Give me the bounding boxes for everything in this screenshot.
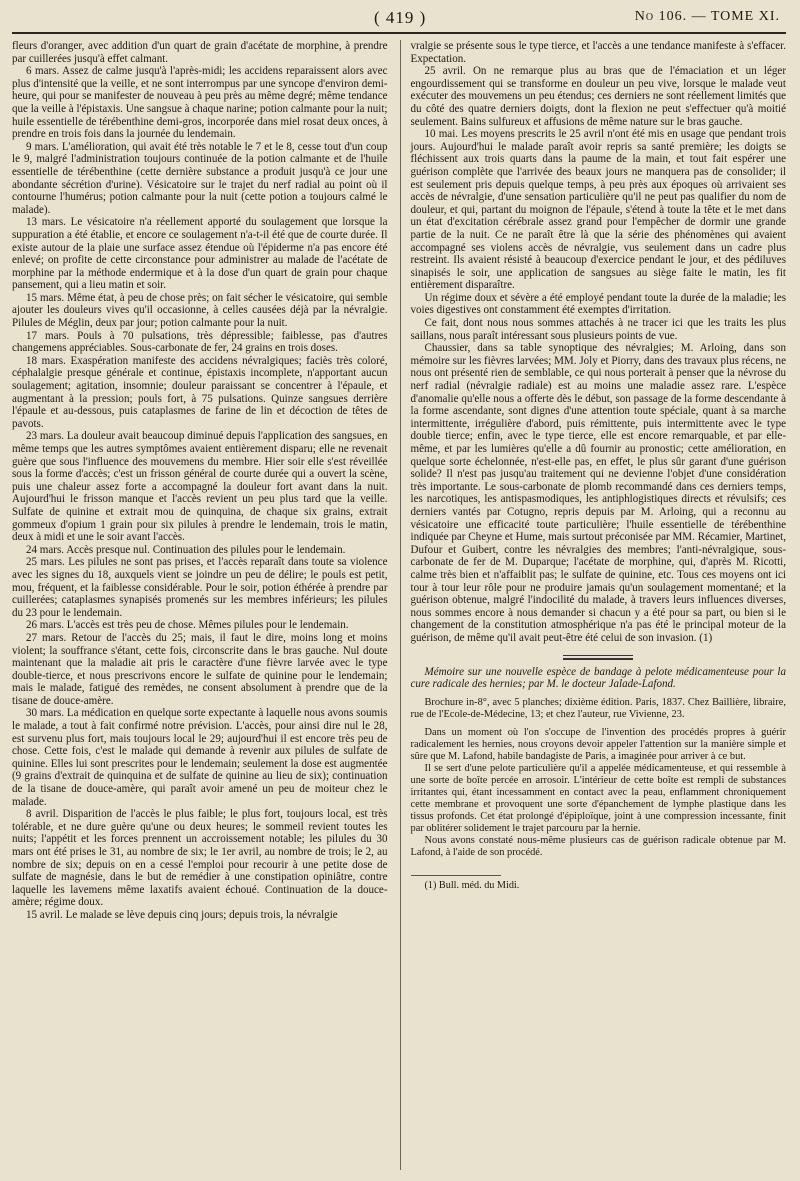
paragraph: 13 mars. Le vésicatoire n'a réellement apporté du soulagement que lorsque la suppuration a été établie, et encore ce soulagement n'a-t-il été que de courte durée. Il existe autour de la plaie une surface assez étendue où l'épiderme n'a pas encore été enlevé; on profite de cette circonstance pour administrer au malade de l'acétate de morphine par la méthode endermique et à la dose d'un quart de grain pour chaque pansement, qui a lieu matin et soir. — [12, 216, 388, 292]
paragraph: 27 mars. Retour de l'accès du 25; mais, il faut le dire, moins long et moins violent; la souffrance s'étant, cette fois, circonscrite dans le bras gauche. Nul doute maintenant que la maladie ait pris le caractère d'une fièvre larvée avec le type double-tierce, et nous prescrivons encore le sulfate de quinine pour le lendemain; mais le malade, fatigué des remèdes, ne consent absolument à prendre que de la tisane de douce-amère. — [12, 631, 388, 707]
paragraph: fleurs d'oranger, avec addition d'un quart de grain d'acétate de morphine, à prendre par cuillerées jusqu'à effet calmant. — [12, 40, 388, 65]
paragraph: 17 mars. Pouls à 70 pulsations, très dépressible; faiblesse, pas d'autres changemens appréciables. Sous-carbonate de fer, 24 grains en trois doses. — [12, 329, 388, 355]
column-divider — [400, 40, 401, 1170]
right-column — [405, 40, 787, 1170]
paragraph: Ce fait, dont nous nous sommes attachés à ne tracer ici que les traits les plus saillans, nous paraît intéressant sous plusieurs points de vue. — [410, 317, 786, 342]
paragraph: 25 avril. On ne remarque plus au bras que de l'émaciation et un léger engourdissement qui se transforme en douleur un peu vive, lorsque le malade veut exécuter des mouvemens un peu étendus; ces derniers ne sont réellement limités que du côté des quatre derniers doigts, dont la flexion ne peut s'effectuer qu'à moitié seulement. Bains sulfureux et affusions de même nature sur le bras gauche. — [410, 65, 786, 128]
footnote: (1) Bull. méd. du Midi. — [424, 879, 520, 891]
paragraph: 6 mars. Assez de calme jusqu'à l'après-midi; les accidens reparaissent alors avec plus d'intensité que la veille, et ne sont interrompus par une syncope d'environ demi-heure, qui pour se manifester de nouveau à peu près au même degré; même tendance que la veille à l'épistaxis. Une sangsue à chaque narine; potion calmante pour la nuit; huile essentielle de térébenthine demi-gros, incorporée dans miel rosat deux onces, à prendre en trois fois dans la journée du lendemain. — [12, 65, 388, 141]
paragraph: 15 mars. Même état, à peu de chose près; on fait sécher le vésicatoire, qui semble ajouter les douleurs vives qu'il occasionne, à celles causées déjà par la névralgie. Pilules de Méglin, deux par jour; potion calmante pour la nuit. — [12, 291, 388, 330]
left-column — [12, 40, 396, 1170]
paragraph: 30 mars. La médication en quelque sorte expectante à laquelle nous avons soumis le malade, a tout à fait confirmé notre prévision. L'accès, pour ainsi dire nul le 28, est survenu plus fort, mais toujours local le 29; aujourd'hui il est encore très peu de chose. Cette fois, c'est le malade qui demande à revenir aux pilules de sulfate de quinine. Elles lui sont prescrites pour le lendemain; seulement la dose est augmentée (9 grains d'extrait de quinquina et de sulfate de quinine au lieu de six); continuation de la tisane de douce-amère, qui paraît avoir amené un peu de moiteur chez le malade. — [12, 707, 388, 808]
paragraph: Dans un moment où l'on s'occupe de l'invention des procédés propres à guérir radicalement les hernies, nous croyons devoir appeler l'attention sur la manière simple et sûre que M. Lafond, habile bandagiste de Paris, a imaginée pour arriver à ce but. — [410, 726, 786, 762]
paragraph: 25 mars. Les pilules ne sont pas prises, et l'accès reparaît dans toute sa violence avec les signes du 18, auxquels vient se joindre un peu de délire; le pouls est petit, mou, fréquent, et la faiblesse considérable. Pour le soir, potion éthérée à prendre par cuillerées; cataplasmes synapisés promenés sur les membres inférieurs; les pilules du 23 pour le lendemain. — [12, 556, 388, 619]
paragraph: 9 mars. L'amélioration, qui avait été très notable le 7 et le 8, cesse tout d'un coup le 9, malgré l'administration toujours continuée de la potion calmante et de l'huile essentielle de térébenthine (cette dernière substance a produit jusqu'à ce jour une abondante sécrétion d'urine). Vésicatoire sur le trajet du nerf radial au point où il contourne l'humérus; potion calmante pour la nuit (cette potion a toujours calmé le malade). — [12, 140, 388, 216]
paragraph: 26 mars. L'accès est très peu de chose. Mêmes pilules pour le lendemain. — [26, 619, 349, 632]
paragraph: vralgie se présente sous le type tierce, et l'accès a une tendance manifeste à s'effacer. Expectation. — [410, 40, 786, 65]
issue-number: No 106. — TOME XI. — [634, 9, 780, 24]
paragraph: 23 mars. La douleur avait beaucoup diminué depuis l'application des sangsues, en même temps que les autres symptômes avaient entièrement disparu; elle ne revenait guère que sous l'influence des mouvemens du membre. Hier soir elle s'est réveillée sous la forme d'accès; c'est un frisson général de courte durée qui a ouvert la scène, puis une chaleur assez forte a accompagné la douleur fort avant dans la nuit. Aujourd'hui le frisson manque et l'accès revient un peu plus tard que la veille. Sulfate de quinine et extrait mou de quinquina, de chaque six grains, extrait gommeux d'opium 1 grain pour six pilules à prendre le lendemain, trois le matin, deux à midi et une le soir avant l'accès. — [12, 430, 388, 544]
paragraph: Un régime doux et sévère a été employé pendant toute la durée de la maladie; les voies digestives ont constamment été exemptes d'irritation. — [410, 291, 786, 317]
paragraph: 15 avril. Le malade se lève depuis cinq jours; depuis trois, la névralgie — [26, 908, 338, 921]
paragraph: 8 avril. Disparition de l'accès le plus faible; le plus fort, toujours local, est très tolérable, et ne dure guère qu'une ou deux heures; le sommeil revient toutes les nuits; l'appétit et les forces prennent un accroissement notable; les pilules du 30 mars ont été prises le 31, au nombre de six; le 1er avril, au nombre de trois; le 2, au nombre de six; depuis on en a cessé l'emploi pour recourir à une petite dose de sulfate de magnésie, dans le but de remédier à une constipation opiniâtre, contre laquelle les lavemens même laxatifs avaient échoué. Continuation de la douce-amère; régime doux. — [12, 808, 388, 909]
paragraph: Il se sert d'une pelote particulière qu'il a appelée médicamenteuse, et qui ressemble à une sorte de boîte percée en arrosoir. L'intérieur de cette boîte est rempli de substances irritantes qui, étant incessamment en contact avec la peau, enflamment chroniquement cette membrane et provoquent une sorte d'épanchement de lymphe plastique dans les tissus profonds. Cet état prolongé d'épiploïque, joint à une compression incessante, finit par oblitérer solidement le trajet parcouru par la hernie. — [410, 762, 786, 834]
memoir-bibliography: Brochure in-8°, avec 5 planches; dixième édition. Paris, 1837. Chez Baillière, libraire, rue de l'Ecole-de-Médecine, 13; et chez l'auteur, rue Vivienne, 23. — [410, 696, 786, 720]
memoir-title: Mémoire sur une nouvelle espèce de bandage à pelote médicamenteuse pour la cure radicale des hernies; par M. le docteur Jalade-Lafond. — [410, 665, 786, 691]
page-number: ( 419 ) — [374, 8, 427, 27]
paragraph: Nous avons constaté nous-même plusieurs cas de guérison radicale obtenue par M. Lafond, à l'aide de son procédé. — [410, 834, 786, 858]
text-columns — [12, 40, 786, 1170]
page-header — [12, 6, 786, 34]
section-separator — [563, 655, 633, 660]
paragraph: 18 mars. Exaspération manifeste des accidens névralgiques; faciès très coloré, céphalalgie presque générale et continue, épistaxis incomplete, n'apportant aucun soulagement; agitation, insomnie; douleur paraissant se concentrer à l'épaule, et augmentant à la pression; pouls fort, à 75 pulsations. Quinze sangsues derrière l'épaule et au-dessous, puis cataplasmes de farine de lin et décoction de têtes de pavots. — [12, 354, 388, 430]
paragraph: Chaussier, dans sa table synoptique des névralgies; M. Arloing, dans son mémoire sur les fièvres larvées; MM. Joly et Piorry, dans des travaux plus récens, ne nous ont présenté rien de semblable, ce qui nous porterait à penser que la névrose du nerf radial (névralgie radiale) est au moins une maladie assez rare. L'espèce d'anomalie qu'elle nous a offerte dès le début, son passage de la forme descendante à la forme ascendante, sont dignes d'une attention toute spéciale, quant à sa marche intermittente, irrégulière d'abord, puis rémittente, puis intermittente avec le type double tierce; enfin, avec le type tierce, elle est encore remarquable, et par elle-même, et par les lumières qu'elle a dû fournir au pronostic; cette amélioration, en quelque sorte échelonnée, n'est-elle pas, en effet, le plus sûr garant d'une guérison solide? Il n'est pas jusqu'au traitement qui ne devienne l'objet d'une considération très importante. Le sous-carbonate de plomb recommandé dans ces derniers temps, les narcotiques, les antispasmodiques, les antiphlogistiques directs et révulsifs; ces derniers vantés par Cotugno, repris depuis par M. Arloing, qui a reconnu au vésicatoire une efficacité toute particulière; l'huile essentielle de térébenthine indiquée par Cheyne et Hume, mais surtout préconisée par MM. Récamier, Martinet, Dufour et Guibert, contre les névralgies des membres; l'anti-névralgique, sous-carbonate de fer de M. Duparque; l'acétate de morphine, qui, d'après M. Ricotti, calme très bien et n'affaiblit pas; le sulfate de quinine, etc. Tous ces moyens ont ici tour à tour leur rôle pour ne produire jamais qu'un soulagement momentané; et la guérison obtenue, malgré l'indocilité du malade, à travers leurs influences diverses, nous sommes encore à nous demander si chacun y a été pour sa part, ou bien si le changement de la constitution atmosphérique n'a pas été le principal moteur de la guérison, de même qu'il avait peut-être été celui de son invasion. (1) — [410, 342, 786, 644]
paragraph: 10 mai. Les moyens prescrits le 25 avril n'ont été mis en usage que pendant trois jours. Aujourd'hui le malade paraît avoir repris sa santé première; les doigts se fléchissent aux trois quarts dans la paume de la main, et tout fait espérer une guérison complète que l'arrivée des beaux jours ne manquera pas de consolider; il est seulement pris depuis quelque temps, à peu près aux époques où arrivaient ses accès de névralgie, d'une sensation particulière qu'il ne peut pas qualifier du nom de douleur, et qui, partant du moignon de l'épaule, s'étend à toute la tête et le met dans un état d'excitation cérébrale assez grand pour l'empêcher de dormir une grande partie de la nuit. Ce ne paraît être là que la série des phénomènes qui avaient accompagné ses violens accès de névralgie, vus seulement dans un cadre plus restreint. Ils avaient résisté à beaucoup d'exercice pendant le jour, et des pédiluves sinapisés le soir, une application de sangsues au siège faite le matin, les fit entièrement disparaître. — [410, 128, 786, 292]
footnote-rule — [411, 875, 501, 876]
paragraph: 24 mars. Accès presque nul. Continuation des pilules pour le lendemain. — [26, 543, 346, 556]
